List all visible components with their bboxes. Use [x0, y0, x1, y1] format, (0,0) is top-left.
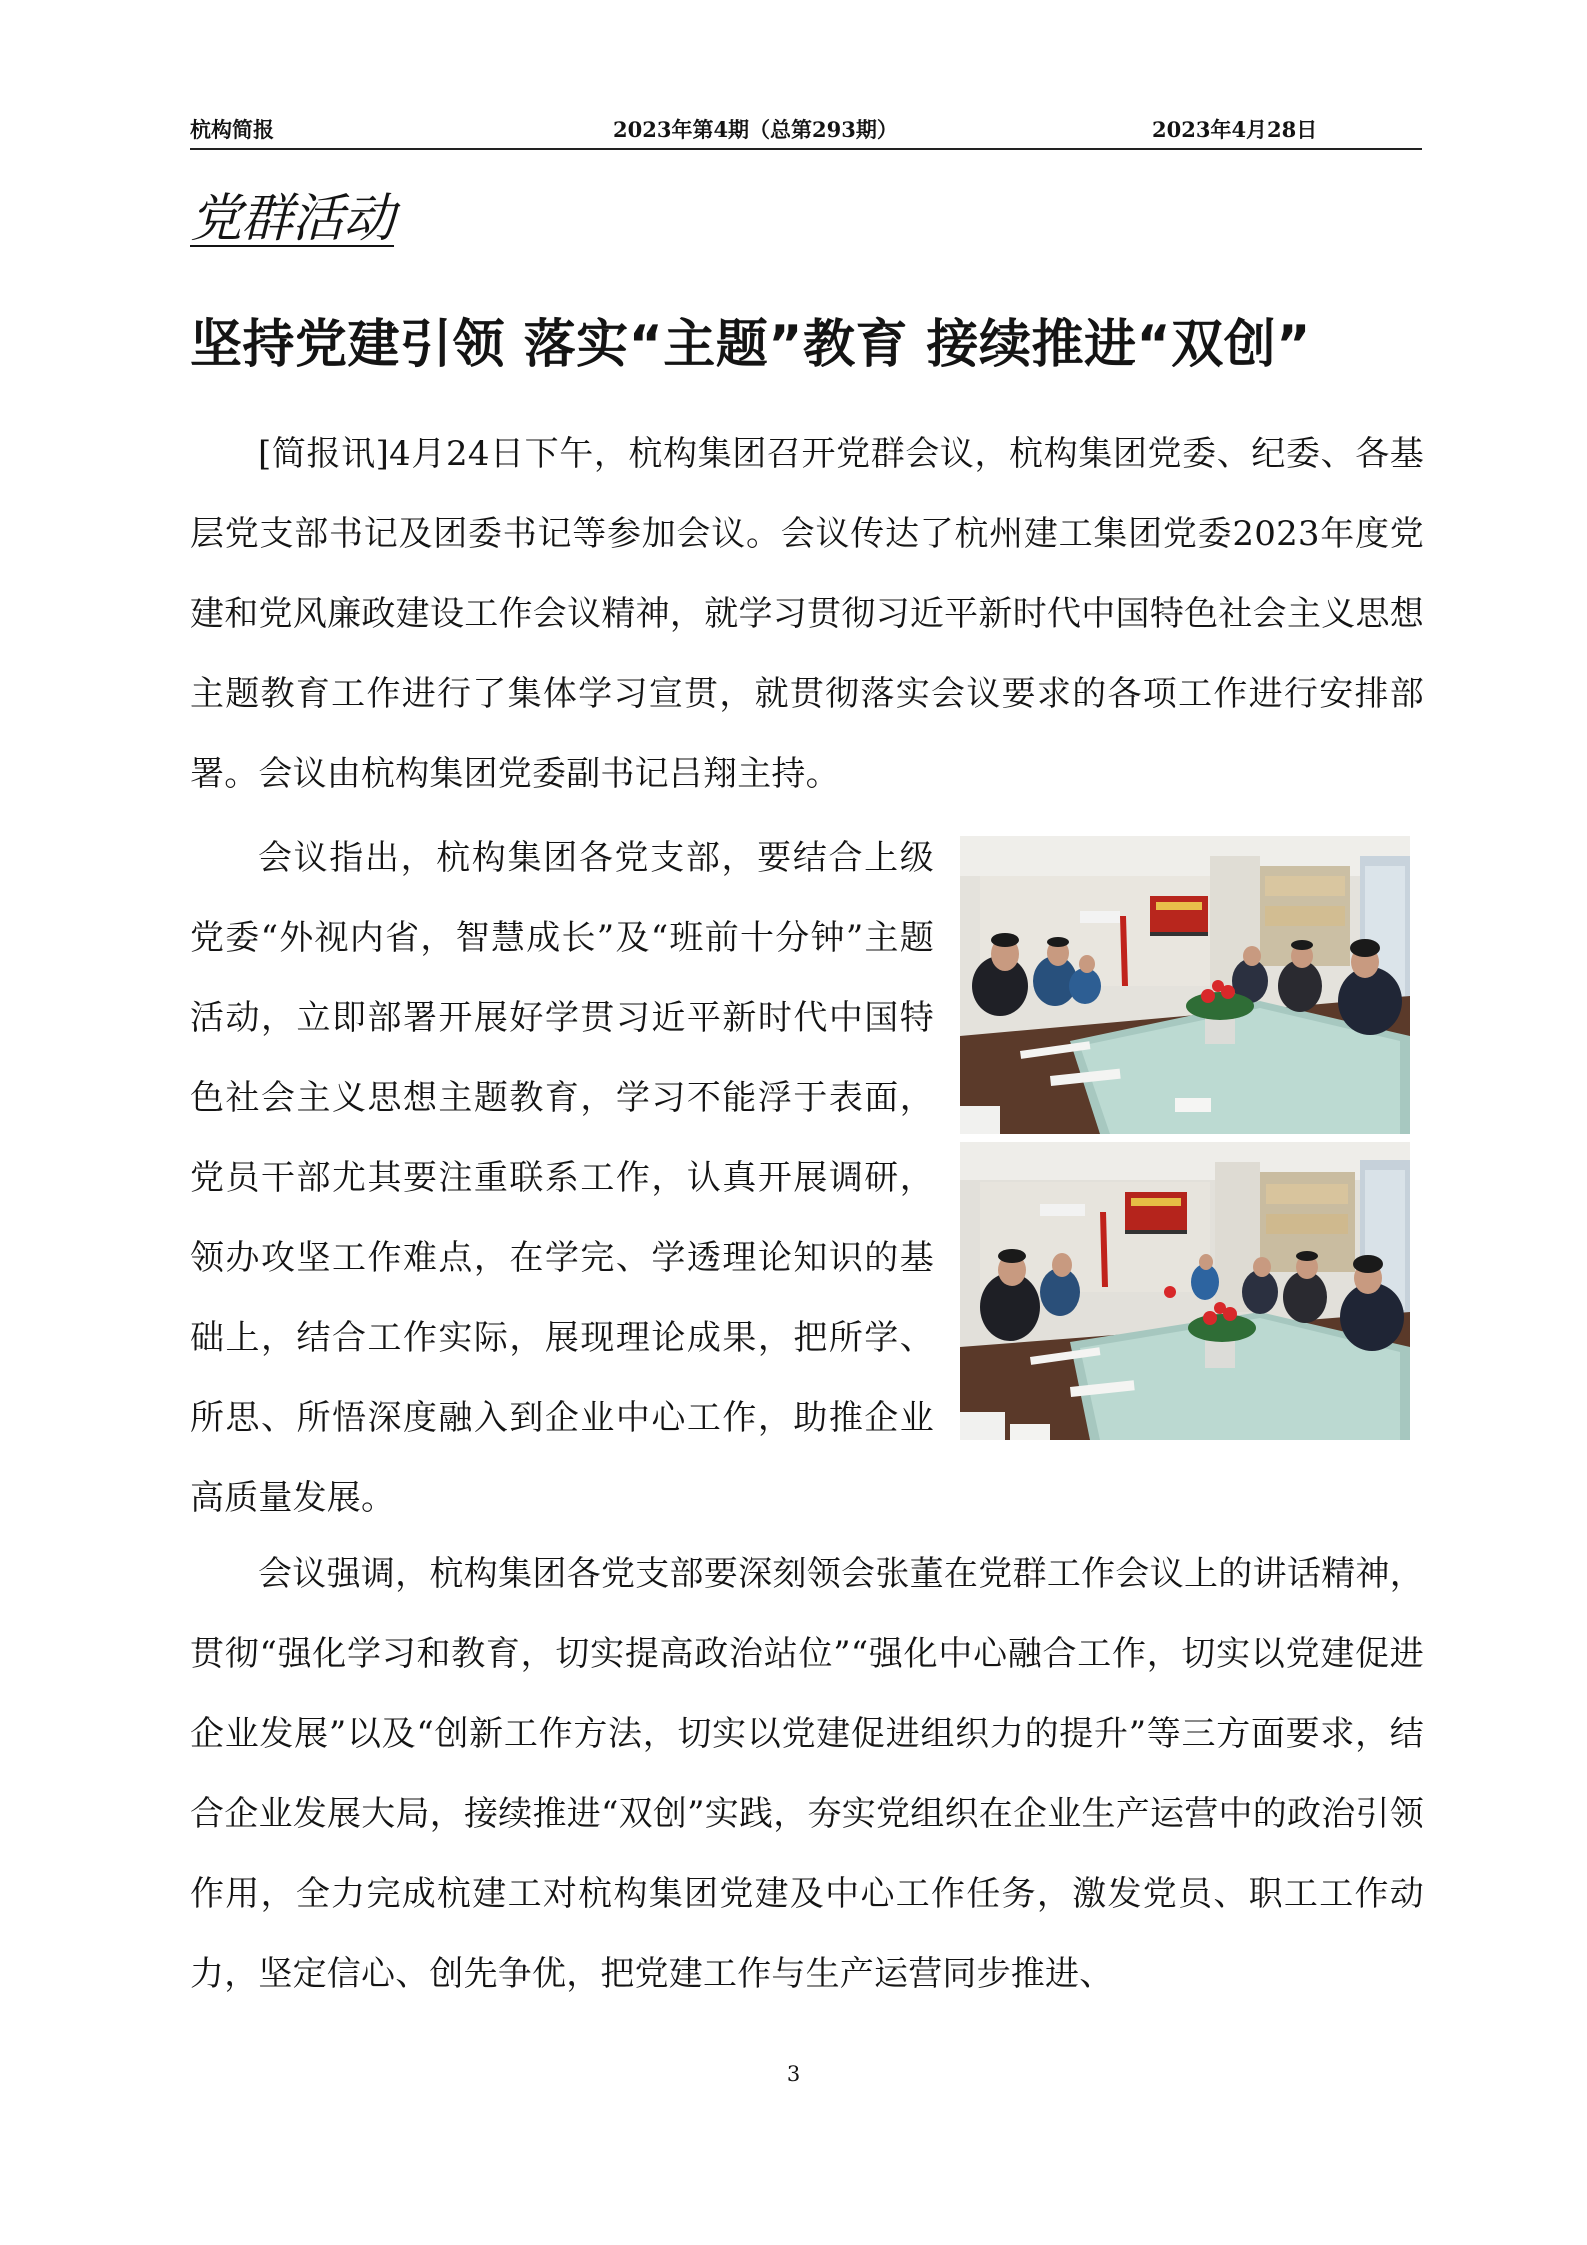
- meeting-photo-icon: [960, 1142, 1410, 1440]
- issue-number: 2023年第4期（总第293期）: [613, 117, 898, 142]
- meeting-photo-2: [960, 1142, 1410, 1440]
- page-header: [190, 112, 1422, 150]
- section-title: 党群活动: [190, 189, 395, 249]
- meeting-photo-icon: [960, 836, 1410, 1134]
- article-paragraph-1: [简报讯]4月24日下午，杭构集团召开党群会议，杭构集团党委、纪委、各基层党支部书记及团委书记等参加会议。会议传达了杭州建工集团党委2023年度党建和党风廉政建设工作会议精神，就学习贯彻习近平新时代中国特色社会主义思想主题教育工作进行了集体学习宣贯，就贯彻落实会议要求的各项工作进行安排部署。会议由杭构集团党委副书记吕翔主持。: [190, 434, 1424, 794]
- page-number: 3: [786, 2062, 801, 2086]
- issue-date: 2023年4月28日: [1152, 117, 1318, 142]
- article-title: 坚持党建引领 落实“主题”教育 接续推进“双创”: [190, 315, 1311, 375]
- meeting-photo-1: [960, 836, 1410, 1134]
- article-paragraph-3: 会议强调，杭构集团各党支部要深刻领会张董在党群工作会议上的讲话精神，贯彻“强化学习和教育，切实提高政治站位”“强化中心融合工作，切实以党建促进企业发展”以及“创新工作方法，切实以党建促进组织力的提升”等三方面要求，结合企业发展大局，接续推进“双创”实践，夯实党组织在企业生产运营中的政治引领作用，全力完成杭建工对杭构集团党建及中心工作任务，激发党员、职工工作动力，坚定信心、创先争优，把党建工作与生产运营同步推进、: [190, 1554, 1424, 1994]
- article-paragraph-2: 会议指出，杭构集团各党支部，要结合上级党委“外视内省，智慧成长”及“班前十分钟”主题活动，立即部署开展好学贯习近平新时代中国特色社会主义思想主题教育，学习不能浮于表面，党员干部尤其要注重联系工作，认真开展调研，领办攻坚工作难点，在学完、学透理论知识的基础上，结合工作实际，展现理论成果，把所学、所思、所悟深度融入到企业中心工作，助推企业高质量发展。: [190, 838, 934, 1518]
- publication-name: 杭构简报: [190, 117, 274, 142]
